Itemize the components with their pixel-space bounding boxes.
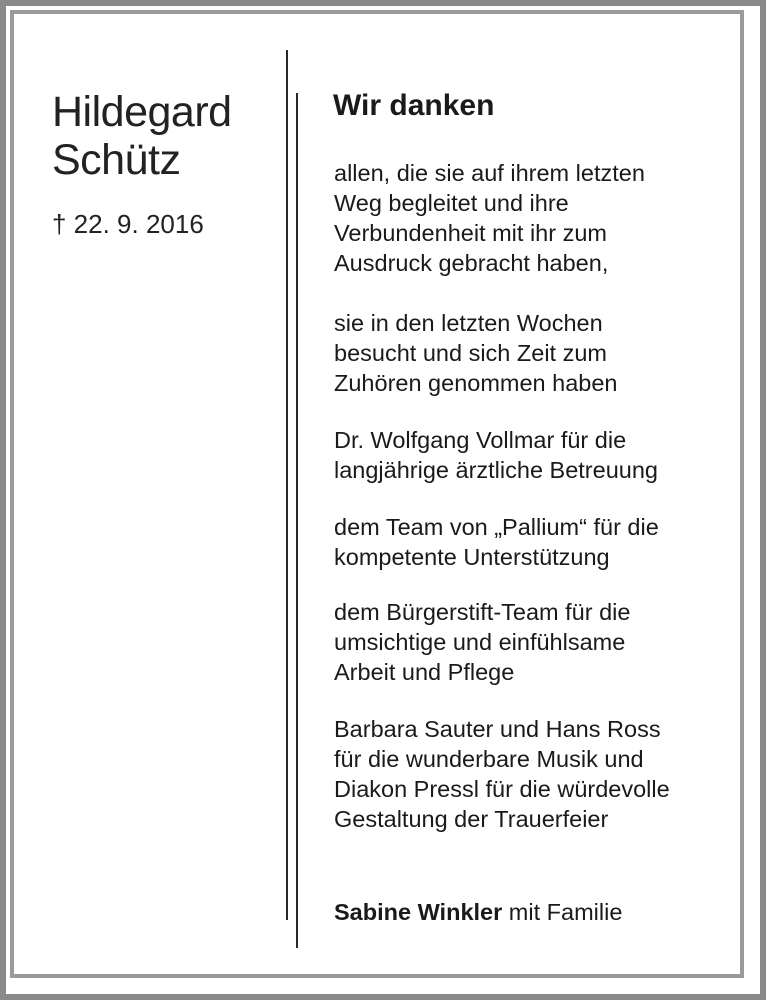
divider-line-right bbox=[296, 93, 298, 948]
paragraph-line: dem Bürgerstift-Team für die bbox=[334, 599, 631, 625]
deceased-last-name: Schütz bbox=[52, 136, 181, 184]
paragraph-line: Gestaltung der Trauerfeier bbox=[334, 806, 609, 832]
thanks-paragraph-4 bbox=[334, 512, 659, 572]
paragraph-line: Ausdruck gebracht haben, bbox=[334, 250, 609, 276]
signature-name: Sabine Winkler bbox=[334, 899, 503, 925]
thanks-paragraph-3 bbox=[334, 425, 658, 485]
thanks-heading: Wir danken bbox=[333, 89, 495, 122]
paragraph-line: dem Team von „Pallium“ für die bbox=[334, 514, 659, 540]
paragraph-line: Verbundenheit mit ihr zum bbox=[334, 220, 608, 246]
thanks-paragraph-6 bbox=[334, 714, 670, 834]
deceased-name bbox=[52, 88, 232, 184]
thanks-paragraph-5 bbox=[334, 597, 630, 687]
paragraph-line: Zuhören genommen haben bbox=[334, 370, 618, 396]
paragraph-line: umsichtige und einfühlsame bbox=[334, 629, 626, 655]
divider-line-left bbox=[286, 50, 288, 920]
deceased-first-name: Hildegard bbox=[52, 88, 232, 136]
signature bbox=[334, 897, 622, 927]
paragraph-line: Dr. Wolfgang Vollmar für die bbox=[334, 427, 627, 453]
death-date: † 22. 9. 2016 bbox=[52, 209, 204, 239]
paragraph-line: Diakon Pressl für die würdevolle bbox=[334, 776, 670, 802]
thanks-paragraph-2 bbox=[334, 308, 618, 398]
paragraph-line: allen, die sie auf ihrem letzten bbox=[334, 160, 645, 186]
paragraph-line: besucht und sich Zeit zum bbox=[334, 340, 607, 366]
paragraph-line: Weg begleitet und ihre bbox=[334, 190, 569, 216]
signature-suffix: mit Familie bbox=[508, 899, 623, 925]
paragraph-line: sie in den letzten Wochen bbox=[334, 310, 603, 336]
paragraph-line: langjährige ärztliche Betreuung bbox=[334, 457, 658, 483]
paragraph-line: Arbeit und Pflege bbox=[334, 659, 515, 685]
paragraph-line: kompetente Unterstützung bbox=[334, 544, 610, 570]
paragraph-line: für die wunderbare Musik und bbox=[334, 746, 644, 772]
thanks-paragraph-1 bbox=[334, 158, 645, 278]
paragraph-line: Barbara Sauter und Hans Ross bbox=[334, 716, 661, 742]
